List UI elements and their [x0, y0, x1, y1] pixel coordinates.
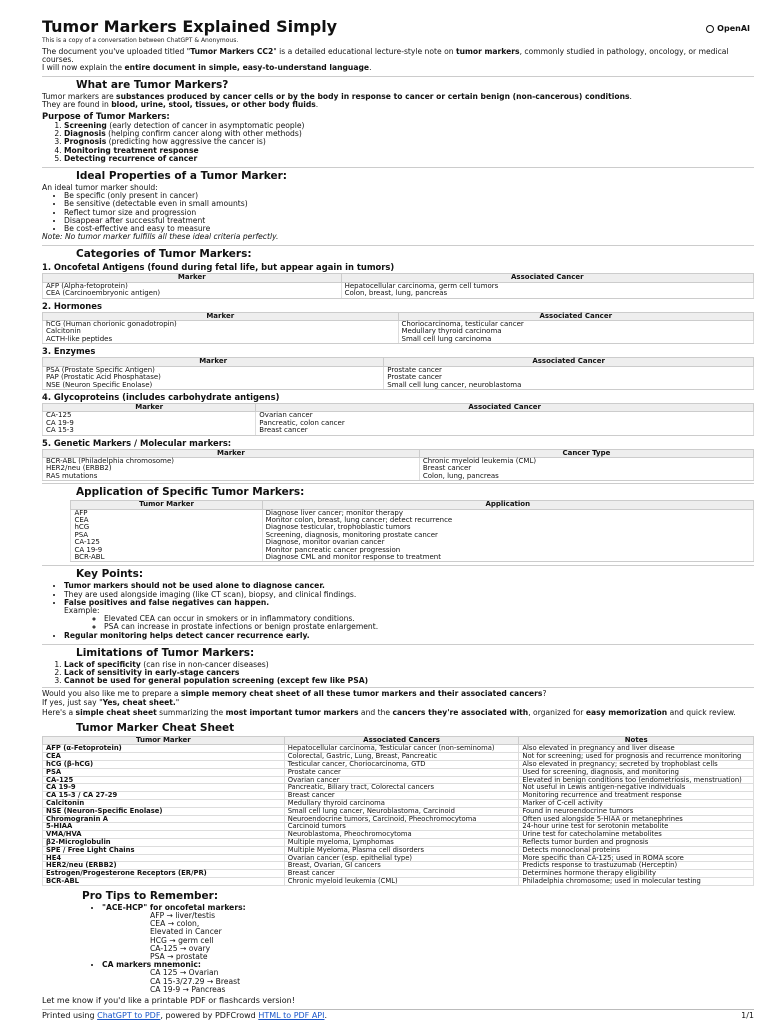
- table-cell: Medullary thyroid carcinoma: [284, 800, 519, 808]
- table-cell: Calcitonin: [43, 800, 285, 808]
- table-cell: Calcitonin: [43, 328, 399, 335]
- list-item: CA-125 → ovary: [150, 943, 211, 953]
- table-row: [43, 427, 754, 435]
- intro-bold: entire document in simple, easy-to-understand language: [124, 63, 370, 73]
- limitation-bold: Cannot be used for general population screening (except few like PSA): [64, 676, 369, 686]
- document-title: Tumor Markers Explained Simply: [42, 17, 338, 36]
- table-cell: PSA (Prostate Specific Antigen): [43, 366, 384, 374]
- intro-text: , commonly studied in pathology, oncology, or medical courses.: [42, 47, 729, 65]
- intro-text: .: [369, 63, 372, 73]
- section-heading: What are Tumor Markers?: [42, 76, 754, 91]
- footer-part: .: [324, 1011, 328, 1020]
- category-table: [42, 449, 754, 482]
- table-cell: 5-HIAA: [43, 823, 285, 831]
- column-header: Associated Cancer: [384, 358, 754, 366]
- table-cell: HER2/neu (ERBB2): [43, 465, 420, 472]
- table-cell: Monitoring recurrence and treatment response: [519, 792, 754, 800]
- table-cell: PSA: [71, 532, 262, 539]
- category-group: [42, 393, 754, 436]
- purpose-text: (predicting how aggressive the cancer is): [106, 137, 266, 147]
- limitations-list: [42, 661, 754, 686]
- keypoint-example: Example:: [64, 606, 100, 616]
- table-row: [43, 336, 754, 344]
- table-cell: hCG: [71, 524, 262, 531]
- keypoint-bold: Regular monitoring helps detect cancer recurrence early.: [64, 630, 310, 640]
- section-categories: [42, 245, 754, 481]
- section-ideal: [42, 167, 754, 241]
- table-cell: Pancreatic, colon cancer: [256, 420, 754, 427]
- print-footer: [42, 1009, 754, 1020]
- para-bold: cancers they're associated with: [392, 707, 529, 717]
- table-cell: CEA: [43, 753, 285, 761]
- category-group: [42, 302, 754, 345]
- table-cell: Carcinoid tumors: [284, 823, 519, 831]
- table-cell: Diagnose CML and monitor response to treatment: [262, 554, 753, 562]
- table-cell: Chronic myeloid leukemia (CML): [284, 878, 519, 886]
- table-cell: Detects monoclonal proteins: [519, 846, 754, 854]
- table-row: [43, 878, 754, 886]
- table-cell: CEA (Carcinoembryonic antigen): [43, 290, 342, 298]
- table-cell: Philadelphia chromosome; used in molecular testing: [519, 878, 754, 886]
- tip-bold: "ACE-HCP" for oncofetal markers:: [102, 902, 246, 912]
- category-table: [42, 312, 754, 345]
- table-row: [43, 420, 754, 427]
- para-text: They are found in: [42, 99, 112, 109]
- table-row: [43, 807, 754, 815]
- table-cell: HE4: [43, 854, 285, 862]
- table-cell: AFP: [71, 509, 262, 517]
- para-bold: Yes, cheat sheet.: [102, 697, 176, 707]
- table-cell: Used for screening, diagnosis, and monitoring: [519, 768, 754, 776]
- limitation-text: (can rise in non-cancer diseases): [140, 659, 269, 669]
- table-cell: CA 15-3 / CA 27-29: [43, 792, 285, 800]
- table-cell: Reflects tumor burden and prognosis: [519, 839, 754, 847]
- para-text: Would you also like me to prepare a: [42, 689, 181, 699]
- page-number: 1/1: [741, 1011, 754, 1020]
- tip-bold: CA markers mnemonic:: [102, 960, 201, 970]
- application-table: [70, 500, 754, 562]
- table-cell: Not useful in Lewis antigen-negative individuals: [519, 784, 754, 792]
- section-heading: Key Points:: [42, 565, 754, 580]
- table-cell: PAP (Prostatic Acid Phosphatase): [43, 374, 384, 381]
- column-header: Application: [262, 501, 753, 509]
- section-what: [42, 76, 754, 163]
- table-cell: SPE / Free Light Chains: [43, 846, 285, 854]
- list-item: CA 19-9 → Pancreas: [150, 984, 226, 994]
- list-item: • Be cost-effective and easy to measure: [64, 225, 754, 233]
- limitation-bold: Lack of specificity: [64, 659, 141, 669]
- list-item: [64, 155, 754, 163]
- intro-bold: Tumor Markers CC2: [190, 47, 274, 56]
- para-bold: substances produced by cancer cells or by the body in response to cancer or certain benign (non-cancerous) conditions: [116, 91, 630, 101]
- purpose-bold: Diagnosis: [64, 129, 106, 139]
- document-header: [42, 0, 754, 36]
- section-tips: [42, 888, 754, 994]
- chatgpt-to-pdf-link[interactable]: ChatGPT to PDF: [97, 1011, 161, 1020]
- table-cell: Multiple myeloma, Lymphomas: [284, 839, 519, 847]
- section-keypoints: [42, 565, 754, 639]
- tip-sublist: [102, 969, 754, 994]
- table-row: [43, 457, 754, 465]
- purpose-list: [42, 122, 754, 163]
- table-cell: Prostate cancer: [384, 366, 754, 374]
- table-cell: Often used alongside 5-HIAA or metanephrines: [519, 815, 754, 823]
- list-item: • Be specific (only present in cancer): [64, 192, 754, 200]
- para-bold: simple cheat sheet: [75, 707, 157, 717]
- ideal-lead: An ideal tumor marker should:: [42, 183, 158, 193]
- table-row: [43, 465, 754, 472]
- table-cell: Small cell lung cancer, Neuroblastoma, Carcinoid: [284, 807, 519, 815]
- category-title: 1. Oncofetal Antigens (found during fetal life, but appear again in tumors): [42, 262, 395, 273]
- table-cell: CA 19-9: [43, 420, 256, 427]
- purpose-bold: Detecting recurrence of cancer: [64, 153, 198, 163]
- table-cell: NSE (Neuron Specific Enolase): [43, 382, 384, 390]
- table-cell: Neuroendocrine tumors, Carcinoid, Pheochromocytoma: [284, 815, 519, 823]
- para-text: Tumor markers are: [42, 91, 117, 101]
- table-cell: Prostate cancer: [284, 768, 519, 776]
- column-header: Associated Cancer: [398, 312, 754, 320]
- table-cell: Colon, lung, pancreas: [419, 473, 753, 481]
- keypoint-bold: Tumor markers should not be used alone to diagnose cancer.: [64, 581, 325, 591]
- table-cell: ACTH-like peptides: [43, 336, 399, 344]
- table-cell: CA-125: [43, 412, 256, 420]
- list-item: [102, 961, 754, 994]
- column-header: Associated Cancer: [341, 274, 753, 282]
- column-header: Tumor Marker: [43, 737, 285, 745]
- column-header: Marker: [43, 312, 399, 320]
- list-item: [64, 632, 754, 640]
- table-cell: Breast cancer: [284, 870, 519, 878]
- tips-list: [72, 904, 754, 994]
- openai-logo-icon: [706, 25, 714, 33]
- category-title: 2. Hormones: [42, 300, 102, 311]
- table-row: [43, 290, 754, 298]
- table-cell: Prostate cancer: [384, 374, 754, 381]
- list-item: • Be sensitive (detectable even in small amounts): [64, 200, 754, 208]
- purpose-text: (helping confirm cancer along with other methods): [105, 129, 302, 139]
- table-cell: Also elevated in pregnancy and liver disease: [519, 745, 754, 753]
- table-cell: Also elevated in pregnancy; secreted by trophoblast cells: [519, 761, 754, 769]
- para-text: , organized for: [528, 707, 586, 717]
- list-item: Elevated in Cancer: [150, 927, 222, 937]
- table-cell: Small cell lung carcinoma: [398, 336, 754, 344]
- table-cell: CA-125: [71, 539, 262, 546]
- category-groups: [42, 263, 754, 481]
- table-cell: Marker of C-cell activity: [519, 800, 754, 808]
- example-list: [64, 615, 754, 631]
- brand-name: OpenAI: [717, 24, 750, 33]
- table-row: [43, 473, 754, 481]
- section-heading: Ideal Properties of a Tumor Marker:: [42, 167, 754, 182]
- para-text: .: [629, 91, 632, 101]
- column-header: Marker: [43, 274, 342, 282]
- table-row: [71, 517, 754, 524]
- intro-text: I will now explain the: [42, 63, 125, 73]
- table-row: [43, 328, 754, 335]
- table-cell: Chronic myeloid leukemia (CML): [419, 457, 753, 465]
- section-cheatsheet: [42, 720, 754, 886]
- column-header: Marker: [43, 358, 384, 366]
- list-item: PSA → prostate: [150, 952, 208, 962]
- category-group: [42, 347, 754, 390]
- table-cell: β2-Microglobulin: [43, 839, 285, 847]
- list-item: ◦ Elevated CEA can occur in smokers or in inflammatory conditions.: [104, 615, 754, 623]
- table-cell: Screening, diagnosis, monitoring prostate cancer: [262, 532, 753, 539]
- cheat-sheet-table: [42, 736, 754, 886]
- table-cell: Ovarian cancer: [256, 412, 754, 420]
- table-cell: Urine test for catecholamine metabolites: [519, 831, 754, 839]
- table-row: [43, 846, 754, 854]
- table-cell: AFP (α-Fetoprotein): [43, 745, 285, 753]
- section-heading: Tumor Marker Cheat Sheet: [76, 722, 235, 735]
- list-item: HCG → germ cell: [150, 935, 214, 945]
- category-table: [42, 403, 754, 436]
- para-text: and quick review.: [667, 707, 736, 717]
- document-page: [42, 0, 754, 1024]
- keypoint-bold: False positives and false negatives can happen.: [64, 597, 270, 607]
- html-to-pdf-api-link[interactable]: HTML to PDF API: [258, 1011, 325, 1020]
- table-cell: Hepatocellular carcinoma, germ cell tumors: [341, 282, 753, 290]
- table-cell: Chromogranin A: [43, 815, 285, 823]
- para-text: If yes, just say ": [42, 697, 103, 707]
- table-cell: VMA/HVA: [43, 831, 285, 839]
- table-cell: Diagnose testicular, trophoblastic tumors: [262, 524, 753, 531]
- category-table: [42, 273, 754, 298]
- section-limitations: [42, 644, 754, 686]
- table-cell: Pancreatic, Biliary tract, Colorectal cancers: [284, 784, 519, 792]
- list-item: CA 15-3/27.29 → Breast: [150, 976, 241, 986]
- column-header: Marker: [43, 449, 420, 457]
- table-cell: Diagnose, monitor ovarian cancer: [262, 539, 753, 546]
- list-item: CEA → colon,: [150, 919, 200, 929]
- column-header: Tumor Marker: [71, 501, 262, 509]
- tip-sublist: [102, 912, 754, 961]
- footer-part: Printed using: [42, 1011, 98, 1020]
- table-cell: Testicular cancer, Choriocarcinoma, GTD: [284, 761, 519, 769]
- list-item: [64, 599, 754, 632]
- intro-text: " is a detailed educational lecture-style note on: [273, 47, 456, 56]
- table-cell: Ovarian cancer (esp. epithelial type): [284, 854, 519, 862]
- table-cell: hCG (β-hCG): [43, 761, 285, 769]
- para-text: and the: [358, 707, 393, 717]
- table-row: [43, 321, 754, 329]
- keypoint-text: They are used alongside imaging (like CT scan), biopsy, and clinical findings.: [64, 589, 357, 599]
- column-header: Marker: [43, 403, 256, 411]
- table-cell: More specific than CA-125; used in ROMA score: [519, 854, 754, 862]
- section-heading: Pro Tips to Remember:: [82, 889, 219, 902]
- table-cell: Breast cancer: [419, 465, 753, 472]
- table-cell: hCG (Human chorionic gonadotropin): [43, 321, 399, 329]
- table-cell: BCR-ABL: [43, 878, 285, 886]
- para-text: ": [175, 697, 180, 707]
- category-title: 5. Genetic Markers / Molecular markers:: [42, 437, 232, 448]
- table-cell: BCR-ABL (Philadelphia chromosome): [43, 457, 420, 465]
- category-title: 4. Glycoproteins (includes carbohydrate antigens): [42, 391, 280, 402]
- para-text: Here's a: [42, 707, 76, 717]
- table-header-row: [71, 501, 754, 509]
- footer-part: , powered by PDFCrowd: [160, 1011, 259, 1020]
- footer-text: [42, 1012, 327, 1020]
- purpose-bold: Prognosis: [64, 137, 107, 147]
- list-item: [102, 904, 754, 961]
- table-cell: Not for screening; used for prognosis and recurrence monitoring: [519, 753, 754, 761]
- table-cell: 24-hour urine test for serotonin metabolite: [519, 823, 754, 831]
- limitation-bold: Lack of sensitivity in early-stage cancers: [64, 668, 240, 678]
- section-application: [42, 483, 754, 562]
- para-text: ?: [542, 689, 547, 699]
- table-cell: Diagnose liver cancer; monitor therapy: [262, 509, 753, 517]
- table-row: [71, 539, 754, 546]
- intro-bold: tumor markers: [455, 47, 520, 56]
- table-cell: Breast cancer: [256, 427, 754, 435]
- table-cell: Elevated in benign conditions too (endometriosis, menstruation): [519, 776, 754, 784]
- table-cell: Breast cancer: [284, 792, 519, 800]
- column-header: Cancer Type: [419, 449, 753, 457]
- table-cell: Monitor colon, breast, lung cancer; detect recurrence: [262, 517, 753, 524]
- column-header: Associated Cancers: [284, 737, 519, 745]
- category-title: 3. Enzymes: [42, 346, 96, 357]
- table-cell: PSA: [43, 768, 285, 776]
- para-text: summarizing the: [156, 707, 226, 717]
- table-header-row: [43, 358, 754, 366]
- followup-paragraphs: [42, 687, 754, 717]
- ideal-list: [42, 192, 754, 233]
- table-cell: Medullary thyroid carcinoma: [398, 328, 754, 335]
- table-cell: Choriocarcinoma, testicular cancer: [398, 321, 754, 329]
- table-cell: Hepatocellular carcinoma, Testicular cancer (non-seminoma): [284, 745, 519, 753]
- table-row: [43, 792, 754, 800]
- list-item: [64, 677, 754, 685]
- list-item: CA 125 → Ovarian: [150, 968, 219, 978]
- list-item: • Disappear after successful treatment: [64, 217, 754, 225]
- table-header-row: [43, 403, 754, 411]
- table-cell: Ovarian cancer: [284, 776, 519, 784]
- para-bold: easy memorization: [585, 707, 668, 717]
- table-cell: Predicts response to trastuzumab (Herceptin): [519, 862, 754, 870]
- category-group: [42, 263, 754, 298]
- table-cell: CEA: [71, 517, 262, 524]
- table-cell: HER2/neu (ERBB2): [43, 862, 285, 870]
- table-cell: RAS mutations: [43, 473, 420, 481]
- table-cell: Monitor pancreatic cancer progression: [262, 547, 753, 554]
- table-cell: Determines hormone therapy eligibility: [519, 870, 754, 878]
- list-item: ◦ PSA can increase in prostate infections or benign prostate enlargement.: [104, 623, 754, 631]
- purpose-bold: Screening: [64, 121, 107, 131]
- table-cell: Found in neuroendocrine tumors: [519, 807, 754, 815]
- list-item: • Reflect tumor size and progression: [64, 209, 754, 217]
- intro-text: The document you've uploaded titled ": [42, 47, 191, 56]
- subheading: Purpose of Tumor Markers:: [42, 111, 170, 122]
- table-cell: CA 19-9: [43, 784, 285, 792]
- section-heading: Limitations of Tumor Markers:: [42, 644, 754, 659]
- table-cell: Colon, breast, lung, pancreas: [341, 290, 753, 298]
- table-row: [43, 412, 754, 420]
- table-cell: Neuroblastoma, Pheochromocytoma: [284, 831, 519, 839]
- section-heading: Application of Specific Tumor Markers:: [42, 483, 754, 498]
- column-header: Notes: [519, 737, 754, 745]
- table-cell: Colorectal, Gastric, Lung, Breast, Pancreatic: [284, 753, 519, 761]
- intro-paragraph: [42, 48, 754, 73]
- table-cell: Multiple Myeloma, Plasma cell disorders: [284, 846, 519, 854]
- column-header: Associated Cancer: [256, 403, 754, 411]
- category-group: [42, 439, 754, 482]
- purpose-text: (early detection of cancer in asymptomatic people): [106, 121, 305, 131]
- purpose-bold: Monitoring treatment response: [64, 145, 199, 155]
- para-text: .: [315, 99, 319, 109]
- table-row: [43, 768, 754, 776]
- para-bold: simple memory cheat sheet of all these tumor markers and their associated cancers: [181, 689, 543, 699]
- table-cell: Breast, Ovarian, GI cancers: [284, 862, 519, 870]
- table-cell: NSE (Neuron-Specific Enolase): [43, 807, 285, 815]
- copy-notice: This is a copy of a conversation between ChatGPT & Anonymous.: [42, 37, 239, 44]
- table-cell: BCR-ABL: [71, 554, 262, 562]
- table-row: [71, 554, 754, 562]
- category-table: [42, 357, 754, 390]
- table-row: [43, 382, 754, 390]
- list-item: AFP → liver/testis: [150, 911, 216, 921]
- ideal-note: Note: No tumor marker fulfills all these ideal criteria perfectly.: [42, 232, 279, 242]
- table-cell: Small cell lung cancer, neuroblastoma: [384, 382, 754, 390]
- keypoints-list: [42, 582, 754, 639]
- closing-line: Let me know if you'd like a printable PDF or flashcards version!: [42, 996, 295, 1006]
- openai-brand: [706, 25, 750, 33]
- table-cell: AFP (Alpha-fetoprotein): [43, 282, 342, 290]
- para-bold: most important tumor markers: [225, 707, 359, 717]
- table-cell: CA 19-9: [71, 547, 262, 554]
- para-bold: blood, urine, stool, tissues, or other body fluids: [111, 99, 316, 109]
- table-cell: CA-125: [43, 776, 285, 784]
- table-row: [71, 532, 754, 539]
- table-cell: Estrogen/Progesterone Receptors (ER/PR): [43, 870, 285, 878]
- section-heading: Categories of Tumor Markers:: [42, 245, 754, 260]
- table-cell: CA 15-3: [43, 427, 256, 435]
